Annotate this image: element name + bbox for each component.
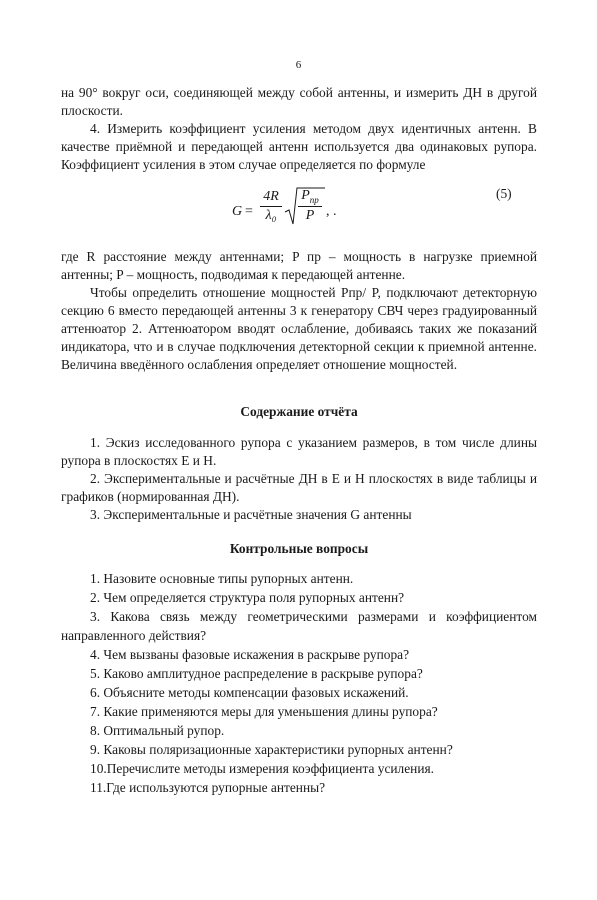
page-number: 6: [295, 59, 302, 71]
formula-numerator: 4R: [263, 189, 279, 204]
formula-inner-fraction: [298, 188, 322, 224]
question-item: 7. Какие применяются меры для уменьшения длины рупора?: [90, 704, 438, 719]
question-item: 2. Чем определяется структура поля рупорных антенн?: [90, 590, 405, 605]
paragraph-method-gain: 4. Измерить коэффициент усиления методом двух идентичных антенн. В качестве приёмной и передающей антенн используется два одинаковых рупора. Коэффициент усиления в этом случае определяется по формуле: [61, 121, 537, 172]
question-item: 11.Где используются рупорные антенны?: [90, 780, 326, 795]
report-item: 1. Эскиз исследованного рупора с указанием размеров, в том числе длины рупора в плоскостях E и H.: [61, 435, 537, 468]
question-item: 9. Каковы поляризационные характеристики рупорных антенн?: [90, 742, 453, 757]
question-item: 6. Объясните методы компенсации фазовых искажений.: [90, 685, 409, 700]
formula-equals: =: [245, 204, 253, 219]
formula-fraction: [260, 189, 282, 224]
formula-lhs: G: [232, 204, 243, 219]
formula-gain: [222, 186, 362, 242]
paragraph-where: где R расстояние между антеннами; P пр – мощность в нагрузке приемной антенны; P – мощность, подводимая к передающей антенне.: [61, 249, 537, 282]
formula-number: (5): [496, 186, 512, 201]
report-items: [61, 434, 537, 524]
report-item: 2. Экспериментальные и расчётные ДН в E и H плоскостях в виде таблицы и графиков (нормированная ДН).: [61, 471, 537, 504]
question-item: 5. Каково амплитудное распределение в раскрыве рупора?: [90, 666, 423, 681]
formula-inner-sub: пр: [309, 194, 319, 205]
question-item: 4. Чем вызваны фазовые искажения в раскрыве рупора?: [90, 647, 410, 662]
formula-tail: , .: [326, 204, 337, 219]
question-item: 10.Перечислите методы измерения коэффициента усиления.: [90, 761, 435, 776]
heading-report-contents: Содержание отчёта: [240, 404, 358, 419]
heading-control-questions: Контрольные вопросы: [229, 541, 369, 556]
question-item: 8. Оптимальный рупор.: [90, 723, 225, 738]
question-list: [61, 569, 537, 797]
formula-denominator: λ₀: [265, 208, 277, 223]
question-item: 1. Назовите основные типы рупорных антенн.: [90, 571, 354, 586]
formula-inner-denominator: P: [305, 207, 315, 223]
question-item: 3. Какова связь между геометрическими размерами и коэффициентом направленного действия?: [61, 609, 537, 643]
report-item: 3. Экспериментальные и расчётные значения G антенны: [90, 507, 412, 522]
formula-inner-numerator: P: [301, 188, 310, 203]
paragraph-continuation: на 90° вокруг оси, соединяющей между собой антенны, и измерить ДН в другой плоскости.: [61, 85, 537, 118]
paragraph-power-ratio: Чтобы определить отношение мощностей Pпр/ P, подключают детекторную секцию 6 вместо передающей антенны 3 к генератору СВЧ через градуированный аттенюатор 2. Аттенюатором вводят ослабление, добиваясь таких же показаний индикатора, что и в случае подключения детекторной секции к приемной антенне. Величина введённого ослабления определяет отношение мощностей.: [61, 285, 537, 372]
